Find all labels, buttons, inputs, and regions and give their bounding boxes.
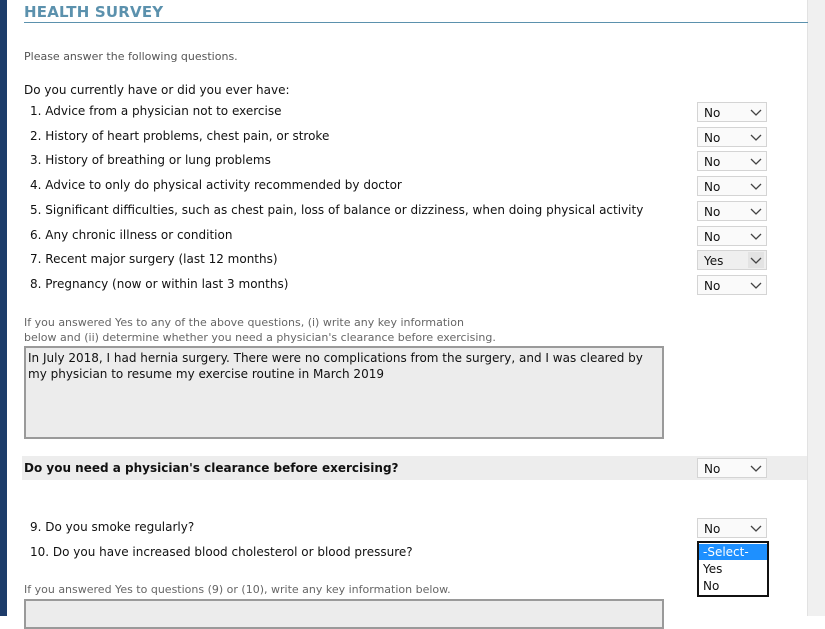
select-value: No xyxy=(704,131,721,145)
chevron-down-icon xyxy=(748,520,764,536)
select-value: No xyxy=(704,180,721,194)
question-row xyxy=(30,226,770,246)
question-row xyxy=(30,127,770,147)
select-value: No xyxy=(704,522,721,536)
question-row xyxy=(30,518,770,538)
left-edge-bar xyxy=(0,0,7,616)
answer-select-q2[interactable] xyxy=(697,127,767,147)
clearance-question: Do you need a physician's clearance before exercising? xyxy=(24,461,399,475)
select-value: No xyxy=(704,462,721,476)
title-divider xyxy=(24,22,808,23)
option-label: -Select- xyxy=(703,545,749,559)
survey-title: HEALTH SURVEY xyxy=(24,3,164,21)
questions-lead: Do you currently have or did you ever have: xyxy=(24,83,290,97)
answer-select-q3[interactable] xyxy=(697,151,767,171)
select-value: No xyxy=(704,279,721,293)
dropdown-option-no[interactable] xyxy=(699,578,767,594)
question-text: 7. Recent major surgery (last 12 months) xyxy=(30,252,278,266)
question-text: 10. Do you have increased blood cholesterol or blood pressure? xyxy=(30,545,413,559)
extra-info-note: If you answered Yes to questions (9) or (10), write any key information below. xyxy=(24,583,451,596)
key-info-textarea[interactable]: In July 2018, I had hernia surgery. There were no complications from the surgery, and I was cleared by my physician to resume my exercise routine in March 2019 xyxy=(24,346,664,439)
question-text: 8. Pregnancy (now or within last 3 months) xyxy=(30,277,289,291)
answer-select-q4[interactable] xyxy=(697,176,767,196)
question-text: 3. History of breathing or lung problems xyxy=(30,153,271,167)
chevron-down-icon xyxy=(748,178,764,194)
key-info-note-line2: below and (ii) determine whether you need a physician's clearance before exercising. xyxy=(24,331,496,344)
question-row xyxy=(30,201,770,221)
extra-info-textarea[interactable] xyxy=(24,599,664,629)
question-text: 5. Significant difficulties, such as chest pain, loss of balance or dizziness, when doing physical activity xyxy=(30,203,644,217)
key-info-note xyxy=(24,315,496,345)
answer-select-q9[interactable] xyxy=(697,518,767,538)
chevron-down-icon xyxy=(748,153,764,169)
question-text: 1. Advice from a physician not to exercise xyxy=(30,104,282,118)
chevron-down-icon xyxy=(748,252,764,268)
chevron-down-icon xyxy=(748,277,764,293)
scrollbar-track[interactable] xyxy=(807,0,825,616)
select-value: No xyxy=(704,230,721,244)
clearance-select[interactable] xyxy=(697,458,767,478)
chevron-down-icon xyxy=(748,460,764,476)
question-row xyxy=(30,250,770,270)
question-text: 6. Any chronic illness or condition xyxy=(30,228,233,242)
select-value: No xyxy=(704,155,721,169)
question-row xyxy=(30,102,770,122)
answer-dropdown-q10[interactable] xyxy=(697,541,769,597)
dropdown-option-select[interactable] xyxy=(699,544,767,560)
answer-select-q7[interactable] xyxy=(697,250,767,270)
select-value: No xyxy=(704,106,721,120)
chevron-down-icon xyxy=(748,129,764,145)
chevron-down-icon xyxy=(748,104,764,120)
dropdown-option-yes[interactable] xyxy=(699,561,767,577)
option-label: No xyxy=(703,579,720,593)
question-row xyxy=(30,151,770,171)
question-row xyxy=(30,275,770,295)
question-text: 9. Do you smoke regularly? xyxy=(30,520,195,534)
question-row xyxy=(30,543,770,563)
answer-select-q1[interactable] xyxy=(697,102,767,122)
key-info-note-line1: If you answered Yes to any of the above questions, (i) write any key information xyxy=(24,316,464,329)
question-row xyxy=(30,176,770,196)
answer-select-q8[interactable] xyxy=(697,275,767,295)
select-value: No xyxy=(704,205,721,219)
answer-select-q6[interactable] xyxy=(697,226,767,246)
question-text: 4. Advice to only do physical activity recommended by doctor xyxy=(30,178,402,192)
chevron-down-icon xyxy=(748,203,764,219)
option-label: Yes xyxy=(703,562,723,576)
chevron-down-icon xyxy=(748,228,764,244)
answer-select-q5[interactable] xyxy=(697,201,767,221)
intro-text: Please answer the following questions. xyxy=(24,50,238,63)
question-text: 2. History of heart problems, chest pain, or stroke xyxy=(30,129,330,143)
select-value: Yes xyxy=(704,254,724,268)
